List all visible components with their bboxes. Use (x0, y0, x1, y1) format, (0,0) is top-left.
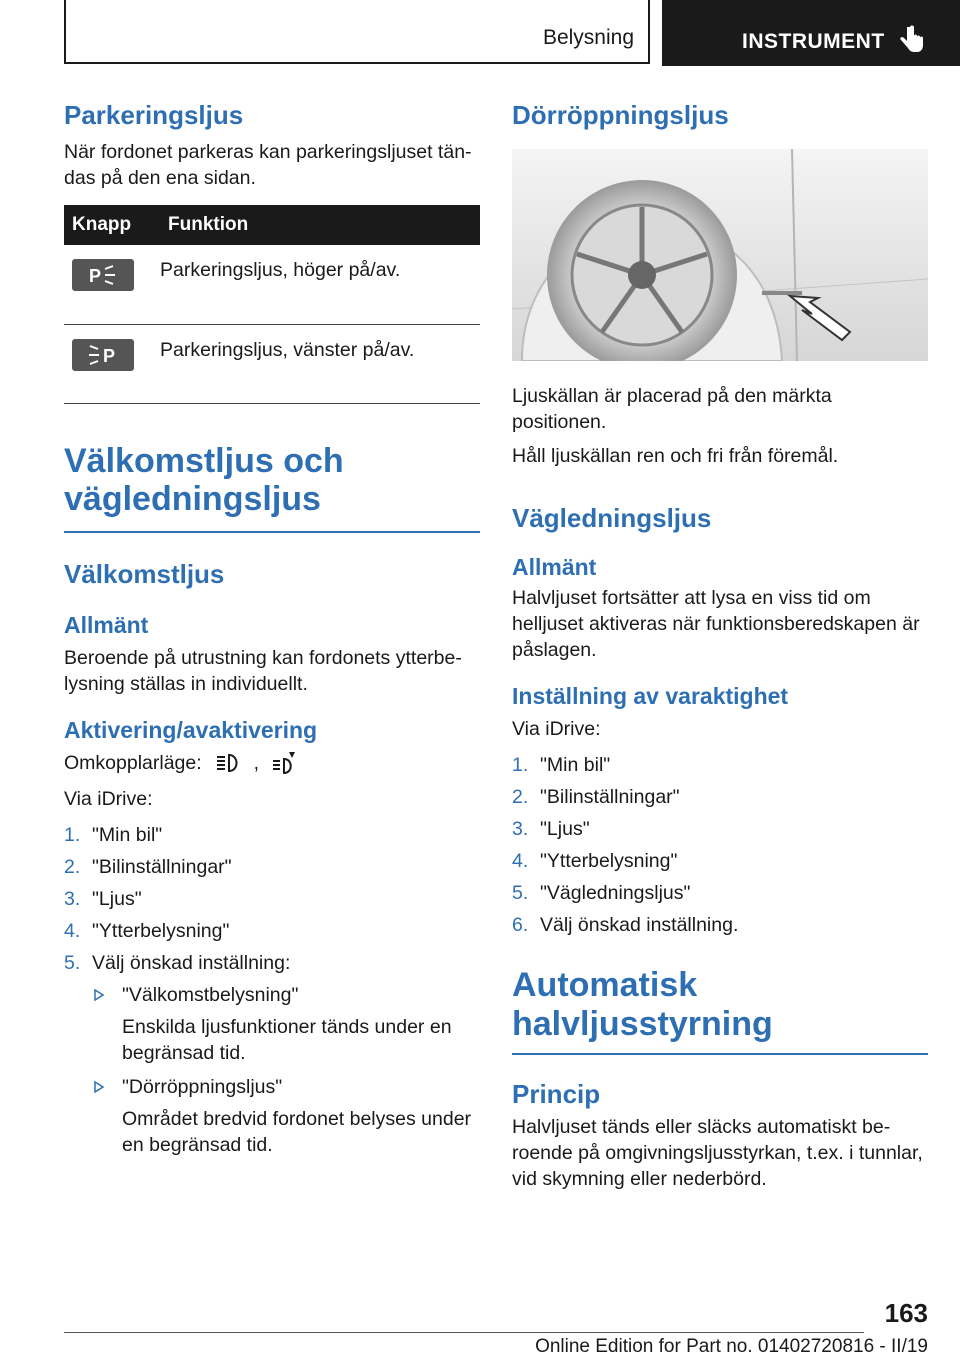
left-column (64, 100, 480, 1166)
chapter-title-welcome: Välkomstljus och vägledningsljus (64, 441, 344, 519)
list-item: 5. "Vägledningsljus" (512, 882, 691, 905)
list-item: 5. Välj önskad inställning: (64, 951, 291, 974)
page-header (0, 0, 960, 66)
table-header-button: Knapp (64, 205, 160, 245)
activation-heading: Aktivering/avaktivering (64, 716, 318, 743)
door-light-text-1: Ljuskällan är placerad på den märkta positionen. (512, 385, 832, 434)
section-tab[interactable] (64, 0, 650, 64)
welcome-steps-list (64, 822, 480, 976)
welcome-light-heading: Välkomstljus (64, 558, 225, 589)
table-cell-function: Parkeringsljus, höger på/av. (160, 245, 480, 324)
door-light-text-2: Håll ljuskällan ren och fri från föremål. (512, 445, 839, 468)
svg-text:P: P (103, 345, 116, 366)
chapter-tab[interactable] (662, 0, 960, 66)
principle-text: Halvljuset tänds eller släcks automatiskt beroende på omgivningsljusstyrkan, t.ex. i tunnlar, vid skymning eller nederbörd. (512, 1116, 923, 1191)
chapter-title-auto-low-beam: Automatisk halvljusstyrning (512, 966, 773, 1043)
edition-text: Online Edition for Part no. 01402720816 - II/19 (535, 1336, 928, 1357)
via-idrive-label: Via iDrive: (512, 718, 601, 741)
list-item: 6. Välj önskad inställning. (512, 914, 739, 937)
welcome-general-text: Beroende på utrustning kan fordonets ytterbelysning ställas in individuellt. (64, 646, 462, 695)
switch-separator: , (253, 751, 260, 774)
list-item: 3. "Ljus" (512, 818, 590, 841)
parking-light-heading: Parkeringsljus (64, 100, 244, 130)
duration-heading: Inställning av varaktighet (512, 683, 789, 710)
list-item: 1. "Min bil" (64, 823, 163, 846)
page-number: 163 (884, 1298, 928, 1328)
guide-general-text: Halvljuset fortsätter att lysa en viss tid om helljuset aktiveras när funktionsberedskapen är påslagen. (512, 587, 920, 662)
wheel-photo (512, 149, 928, 361)
parking-light-table (64, 205, 480, 404)
bullet-triangle-icon (94, 989, 104, 1001)
footer-rule (64, 1332, 864, 1333)
chapter-tab-label: INSTRUMENT (742, 30, 885, 53)
chapter-rule (512, 1053, 928, 1055)
list-item: 3. "Ljus" (64, 887, 142, 910)
principle-heading: Princip (512, 1079, 601, 1110)
svg-text:P: P (89, 266, 102, 287)
table-row (64, 245, 480, 324)
touch-hand-icon (898, 25, 924, 55)
low-beam-auto-icon (214, 752, 244, 774)
switch-position-line (64, 750, 480, 776)
list-item: "Välkomstbelysning" Enskilda ljusfunktioner tänds under en begränsad tid. (92, 982, 480, 1066)
list-item: 1. "Min bil" (512, 754, 611, 777)
list-item: 2. "Bilinställningar" (512, 786, 680, 809)
guide-steps-list (512, 752, 928, 938)
guide-light-heading: Vägledningsljus (512, 503, 712, 534)
door-light-heading: Dörröppningsljus (512, 100, 729, 130)
list-item: 4. "Ytterbelysning" (64, 919, 230, 942)
welcome-options-list (92, 982, 480, 1158)
guide-general-heading: Allmänt (512, 554, 597, 581)
parking-light-left-icon (72, 339, 134, 371)
table-header-function: Funktion (160, 205, 480, 245)
list-item: 4. "Ytterbelysning" (512, 850, 678, 873)
via-idrive-label: Via iDrive: (64, 787, 153, 810)
bullet-triangle-icon (94, 1081, 104, 1093)
chapter-rule (64, 531, 480, 533)
right-column (512, 100, 928, 1192)
list-item: "Dörröppningsljus" Området bredvid fordonet belyses under en begränsad tid. (92, 1074, 480, 1158)
headlight-auto-icon (271, 751, 299, 775)
section-tab-label: Belysning (542, 26, 634, 49)
table-row (64, 324, 480, 403)
parking-light-right-icon (72, 259, 134, 291)
welcome-general-heading: Allmänt (64, 611, 149, 638)
list-item: 2. "Bilinställningar" (64, 855, 232, 878)
switch-position-label: Omkopplarläge: (64, 751, 202, 774)
parking-light-intro: När fordonet parkeras kan parkeringsljuset tändas på den ena sidan. (64, 141, 472, 190)
table-cell-function: Parkeringsljus, vänster på/av. (160, 324, 480, 403)
